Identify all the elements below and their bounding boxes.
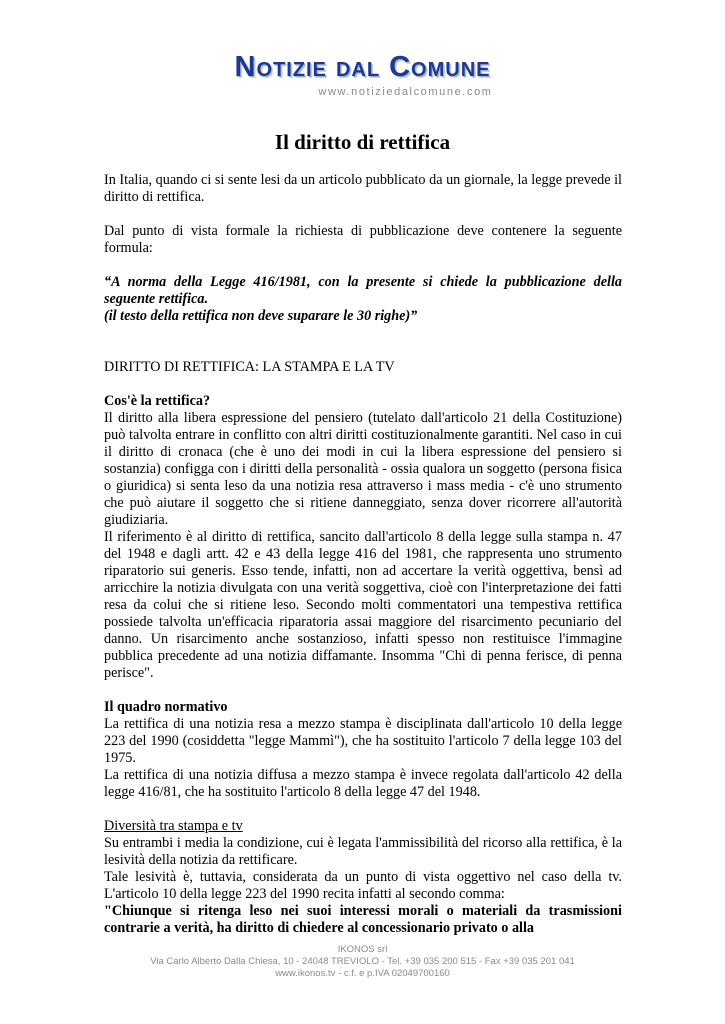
site-url: www.notiziedalcomune.com <box>318 86 493 98</box>
subheading-cos-e-la-rettifica: Cos'è la rettifica? <box>104 393 211 409</box>
body-paragraph: Il riferimento è al diritto di rettifica, sancito dall'articolo 8 della legge sulla stampa n. 47 del 1948 e dagli artt. 42 e 43 della legge 416 del 1981, che rappresenta uno strumento riparatorio sui generis. Esso tende, infatti, non ad accertare la verità oggettiva, bensì ad arricchire la notizia divulgata con una verità soggettiva, cioè con l'interpretazione dei fatti resa da colui che si ritiene leso. Secondo molti commentatori una tempestiva rettifica possiede talvolta un'efficacia riparatoria assai maggiore del risarcimento pecuniario del danno. Un risarcimento anche sostanzioso, infatti spesso non restituisce l'immagine pubblica precedente ad una notizia diffamante. Insomma "Chi di penna ferisce, di penna perisce". <box>104 529 622 681</box>
law-quote: "Chiunque si ritenga leso nei suoi interessi morali o materiali da trasmissioni contrarie a verità, ha diritto di chiedere al concessionario privato o alla <box>104 903 622 936</box>
page-footer <box>0 944 725 980</box>
subheading-quadro-normativo: Il quadro normativo <box>104 699 228 715</box>
body-paragraph: La rettifica di una notizia resa a mezzo stampa è disciplinata dall'articolo 10 della legge 223 del 1990 (cosiddetta "legge Mammì"), che ha sostituito l'articolo 7 della legge 103 del 1975. <box>104 716 622 766</box>
intro-paragraph-1: In Italia, quando ci si sente lesi da un articolo pubblicato da un giornale, la legge prevede il diritto di rettifica. <box>104 172 622 205</box>
document-title: Il diritto di rettifica <box>274 130 451 154</box>
body-paragraph: Tale lesività è, tuttavia, considerata da un punto di vista oggettivo nel caso della tv. L'articolo 10 della legge 223 del 1990 recita infatti al secondo comma: <box>104 869 622 902</box>
footer-address: Via Carlo Alberto Dalla Chiesa, 10 - 24048 TREVIOLO - Tel. +39 035 200 515 - Fax +39 035 201 041 <box>150 956 575 967</box>
body-paragraph: Su entrambi i media la condizione, cui è legata l'ammissibilità del ricorso alla rettifica, è la lesività della notizia da rettificare. <box>104 835 622 868</box>
document-body <box>104 172 622 937</box>
footer-company: IKONOS srl <box>337 944 388 955</box>
masthead <box>0 50 725 98</box>
formula-line-2: (il testo della rettifica non deve suparare le 30 righe)” <box>104 308 418 324</box>
site-logo: Notizie dal Comune <box>234 51 491 83</box>
body-paragraph: Il diritto alla libera espressione del pensiero (tutelato dall'articolo 21 della Costituzione) può talvolta entrare in conflitto con altri diritti costituzionalmente garantiti. Nel caso in cui il diritto di cronaca (che è uno dei modi in cui la libera espressione del pensiero si sostanzia) configga con i diritti della personalità - ossia qualora un soggetto (persona fisica o giuridica) si senta leso da una notizia resa attraverso i mass media - c'è uno strumento che può aiutare il soggetto che si ritiene danneggiato, senza dover ricorrere all'autorità giudiziaria. <box>104 410 622 528</box>
subheading-diversita: Diversità tra stampa e tv <box>104 818 243 834</box>
intro-paragraph-2: Dal punto di vista formale la richiesta di pubblicazione deve contenere la seguente formula: <box>104 223 622 256</box>
body-paragraph: La rettifica di una notizia diffusa a mezzo stampa è invece regolata dall'articolo 42 della legge 416/81, che ha sostituito l'articolo 8 della legge 47 del 1948. <box>104 767 622 800</box>
footer-web: www.ikonos.tv - c.f. e p.IVA 02049700160 <box>275 968 450 979</box>
section-heading: DIRITTO DI RETTIFICA: LA STAMPA E LA TV <box>104 359 395 375</box>
formula-line-1: “A norma della Legge 416/1981, con la presente si chiede la pubblicazione della seguente rettifica. <box>104 274 622 307</box>
